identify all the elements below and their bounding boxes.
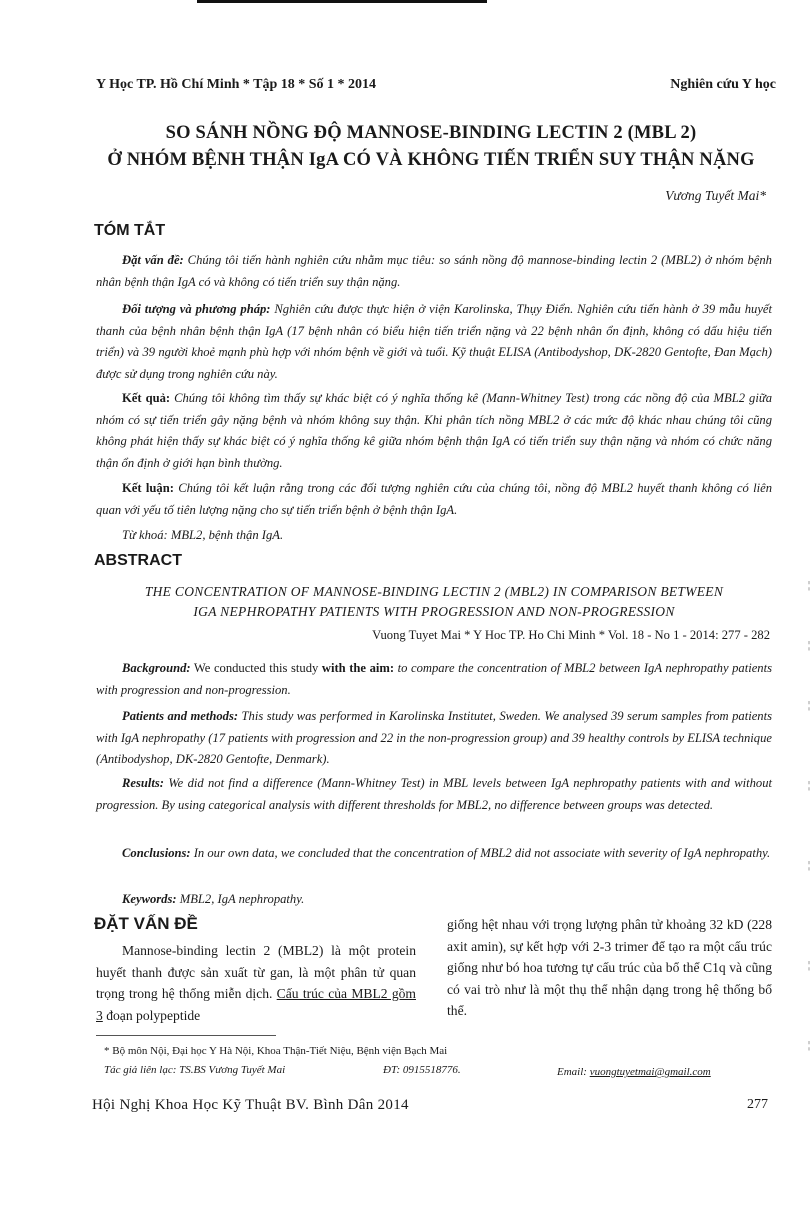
intro-left-underlined: Cấu trúc của MBL2 gồm 3 <box>96 986 416 1023</box>
abstract-background <box>96 658 772 701</box>
scan-top-edge <box>197 0 487 3</box>
abstract-title-line-2: IGA NEPHROPATHY PATIENTS WITH PROGRESSION AND NON-PROGRESSION <box>193 604 675 619</box>
margin-mark: ¦ <box>807 960 810 971</box>
intro-right-column: giống hệt nhau với trọng lượng phân tử khoảng 32 kD (228 axit amin), sự kết hợp với 2-3 trimer để tạo ra một cấu trúc giống như bó hoa tương tự cấu trúc của bổ thể C1q và cũng có vai trò như là một thụ thể nhận dạng trong hệ thống bổ thể. <box>447 917 772 1018</box>
intro-left-text: Mannose-binding lectin 2 (MBL2) là một protein huyết thanh được sản xuất từ gan, là một phân tử quan trọng trong hệ thống miễn dịch. <box>96 943 416 1001</box>
intro-left-tail: đoạn polypeptide <box>102 1007 201 1023</box>
abstract-conclusions <box>96 843 772 865</box>
margin-mark: ¦ <box>807 1040 810 1051</box>
abstract-patients <box>96 706 772 771</box>
abstract-results <box>96 773 772 816</box>
background-text: to compare the concentration of MBL2 between IgA nephropathy patients with progression and non-progression. <box>96 661 772 697</box>
conference-footer: Hội Nghị Khoa Học Kỹ Thuật BV. Bình Dân 2014 <box>92 1097 409 1113</box>
background-pre: We conducted this study <box>190 661 322 675</box>
conclusions-label: Conclusions: <box>122 846 191 860</box>
background-label: Background: <box>122 661 191 675</box>
page-number: 277 <box>747 1097 768 1112</box>
margin-mark: ¦ <box>807 780 810 791</box>
margin-mark: ¦ <box>807 640 810 651</box>
margin-mark: ¦ <box>807 860 810 871</box>
intro-left-column <box>96 940 416 1026</box>
contact-phone: ĐT: 0915518776. <box>383 1064 461 1076</box>
journal-header: Y Học TP. Hồ Chí Minh * Tập 18 * Số 1 * 2014 <box>96 77 377 92</box>
margin-mark: ¦ <box>807 700 810 711</box>
doi-tuong-label: Đối tượng và phương pháp: <box>122 302 271 316</box>
conclusions-text: In our own data, we concluded that the concentration of MBL2 did not associate with severity of IgA nephropathy. <box>190 846 771 860</box>
background-aim: with the aim: <box>321 661 395 675</box>
title-line-1: SO SÁNH NỒNG ĐỘ MANNOSE-BINDING LECTIN 2 (MBL 2) <box>165 123 697 143</box>
doi-tuong-text: Nghiên cứu được thực hiện ở viện Karolinska, Thụy Điển. Nghiên cứu tiến hành ở 39 mẫu huyết thanh của bệnh nhân bệnh thận IgA (17 bệnh nhân có biểu hiện tiến triển nặng và 22 bệnh nhân ổn định, không có dấu hiệu tiến triển) và 39 người khoẻ mạnh phù hợp với nhóm bệnh về giới và tuổi. Kỹ thuật ELISA (Antibodyshop, DK-2820 Gentofte, Đan Mạch) được sử dụng trong nghiên cứu này. <box>96 302 773 381</box>
tomtat-ket-qua <box>96 388 772 474</box>
ket-qua-text: Chúng tôi không tìm thấy sự khác biệt có ý nghĩa thống kê (Mann-Whitney Test) trong các nồng độ của MBL2 giữa nhóm có sự tiến triển gây nặng bệnh và nhóm không suy thận. Khi phân tích nồng MBL2 ở các mức độ khác nhau chúng tôi cũng không phát hiện thấy sự khác biệt có ý nghĩa thống kê giữa nhóm bệnh thận IgA có tiến triển suy thận nặng và nhóm có chức năng thận ổn định ở giới hạn bình thường. <box>96 391 772 470</box>
affiliation-footnote: * Bộ môn Nội, Đại học Y Hà Nội, Khoa Thận-Tiết Niệu, Bệnh viện Bạch Mai <box>104 1045 448 1057</box>
section-header: Nghiên cứu Y học <box>670 77 776 92</box>
abstract-title <box>96 582 772 622</box>
tomtat-dat-van-de <box>96 250 772 293</box>
patients-label: Patients and methods: <box>122 709 239 723</box>
ket-qua-label: Kết quả: <box>122 391 171 405</box>
author-name: Vương Tuyết Mai* <box>665 188 766 203</box>
abstract-keywords <box>96 889 772 911</box>
keywords-text: MBL2, IgA nephropathy. <box>176 892 305 906</box>
contact-author: Tác giả liên lạc: TS.BS Vương Tuyết Mai <box>104 1064 286 1076</box>
email-label: Email: <box>557 1066 587 1078</box>
abstract-title-line-1: THE CONCENTRATION OF MANNOSE-BINDING LECTIN 2 (MBL2) IN COMPARISON BETWEEN <box>144 584 724 599</box>
dat-van-de-label: Đặt vấn đề: <box>122 253 184 267</box>
tomtat-doi-tuong <box>96 299 772 385</box>
contact-email <box>557 1066 711 1078</box>
tomtat-tu-khoa: Từ khoá: MBL2, bệnh thận IgA. <box>122 528 284 542</box>
margin-mark: ¦ <box>807 580 810 591</box>
keywords-label: Keywords: <box>122 892 177 906</box>
patients-text: This study was performed in Karolinska Institutet, Sweden. We analysed 39 serum samples from patients with IgA nephropathy (17 patients with progression and 22 in the non-progression group) and 39 healthy controls by ELISA technique (Antibodyshop, DK-2820 Gentofte, Denmark). <box>96 709 772 766</box>
abstract-heading: ABSTRACT <box>94 552 182 569</box>
ket-luan-label: Kết luận: <box>122 481 174 495</box>
results-label: Results: <box>122 776 164 790</box>
results-text: We did not find a difference (Mann-Whitney Test) in MBL levels between IgA nephropathy patients with and without progression. By using categorical analysis with different thresholds for MBL2, no difference between groups was detected. <box>96 776 772 812</box>
intro-heading: ĐẶT VẤN ĐỀ <box>94 914 198 933</box>
dat-van-de-text: Chúng tôi tiến hành nghiên cứu nhằm mục tiêu: so sánh nồng độ mannose-binding lectin 2 (MBL2) ở nhóm bệnh nhân bệnh thận IgA có và không có tiến triển suy thận nặng. <box>96 253 772 289</box>
email-link[interactable]: vuongtuyetmai@gmail.com <box>589 1066 711 1078</box>
article-title <box>90 120 772 174</box>
footnote-divider <box>96 1035 276 1036</box>
tomtat-ket-luan <box>96 478 772 521</box>
title-line-2: Ở NHÓM BỆNH THẬN IgA CÓ VÀ KHÔNG TIẾN TRIỂN SUY THẬN NẶNG <box>107 150 755 170</box>
citation: Vuong Tuyet Mai * Y Hoc TP. Ho Chi Minh * Vol. 18 - No 1 - 2014: 277 - 282 <box>372 628 770 642</box>
ket-luan-text: Chúng tôi kết luận rằng trong các đối tượng nghiên cứu của chúng tôi, nồng độ MBL2 huyết thanh không có liên quan với yếu tố tiên lượng nặng cho sự tiến triển bệnh ở bệnh thận IgA. <box>96 481 772 517</box>
tomtat-heading: TÓM TẮT <box>94 222 166 239</box>
